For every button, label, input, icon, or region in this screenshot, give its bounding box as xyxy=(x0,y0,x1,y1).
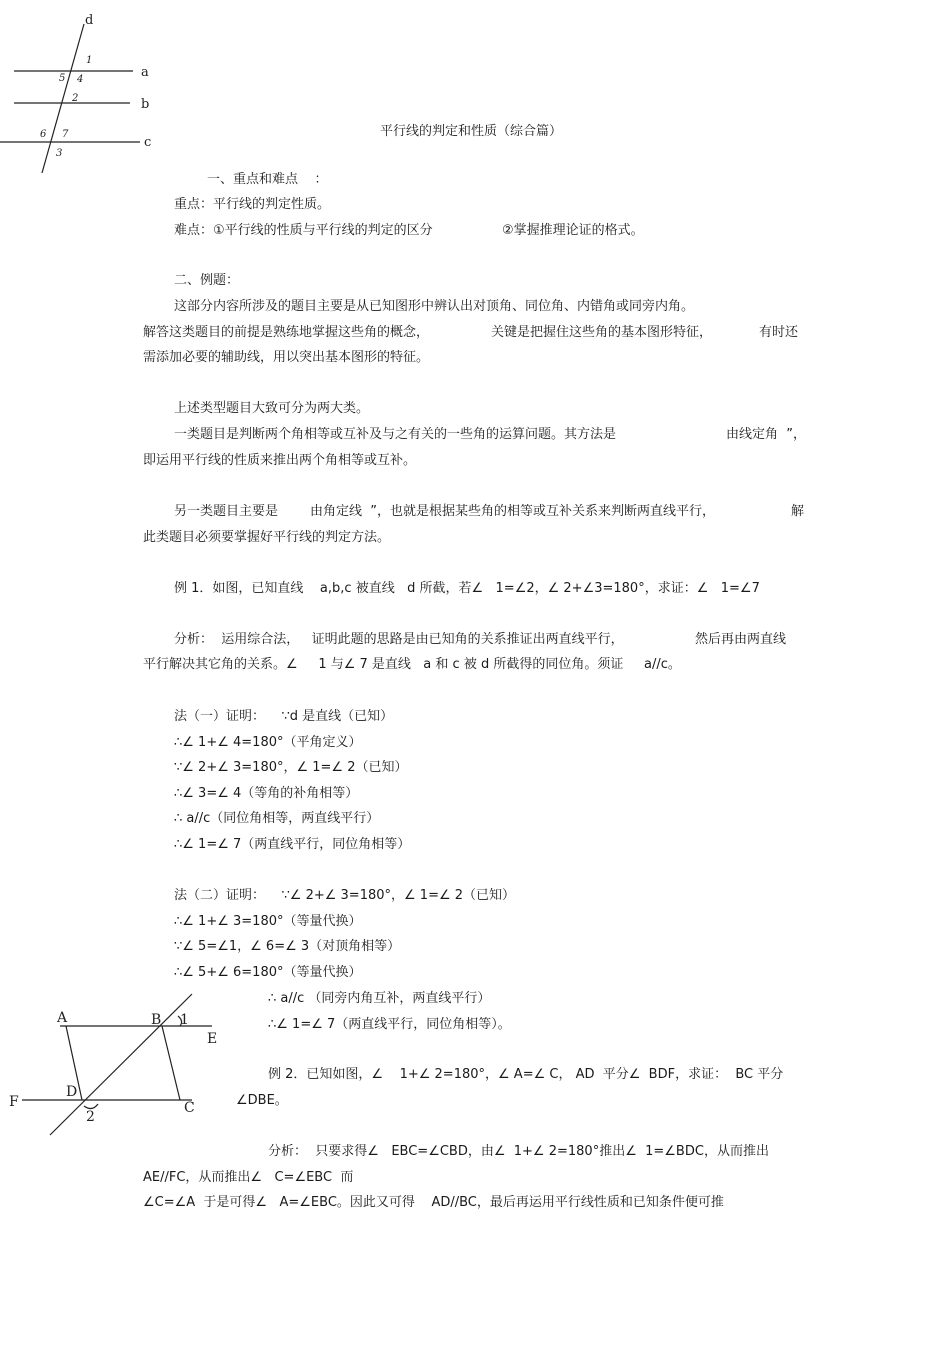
angle-6-label: 6 xyxy=(40,129,47,140)
angle-7-label: 7 xyxy=(62,129,69,140)
para4-line1a: 另一类题目主要是 xyxy=(174,504,279,519)
para1-line3: 需添加必要的辅助线，用以突出基本图形的特征。 xyxy=(143,350,430,365)
label-a: a xyxy=(141,65,149,80)
difficulty-line-a: 难点：①平行线的性质与平行线的判定的区分 xyxy=(174,223,433,238)
para1-line1: 这部分内容所涉及的题目主要是从已知图形中辨认出对顶角、同位角、内错角或同旁内角。 xyxy=(174,299,695,314)
para4-line2: 此类题目必须要掌握好平行线的判定方法。 xyxy=(143,530,391,545)
angle-2-arc xyxy=(84,1104,98,1109)
segment-BC xyxy=(162,1026,180,1100)
point-A-label: A xyxy=(57,1010,68,1026)
angle-4-label: 4 xyxy=(77,74,84,85)
point-D-label: D xyxy=(66,1084,78,1100)
angle-1-label: 1 xyxy=(180,1012,189,1028)
analysis2-line3: ∠C=∠A 于是可得∠ A=∠EBC。因此又可得 AD//BC，最后再运用平行线性质和已知条件便可推 xyxy=(143,1195,724,1210)
method1-line2: ∵∠ 2+∠ 3=180°，∠ 1=∠ 2（已知） xyxy=(174,760,408,775)
angle-3-label: 3 xyxy=(56,148,63,159)
para1-line2b: 关键是把握住这些角的基本图形特征， xyxy=(491,325,713,340)
label-d: d xyxy=(85,13,94,28)
angle-2-label: 2 xyxy=(86,1109,95,1125)
method2-line5: ∴∠ 1=∠ 7（两直线平行，同位角相等）。 xyxy=(268,1017,511,1032)
angle-5-label: 5 xyxy=(59,73,66,84)
para3-line1b: 由线定角 ”， xyxy=(726,427,806,442)
example2-line2: ∠DBE。 xyxy=(236,1093,288,1108)
page-title: 平行线的判定和性质（综合篇） xyxy=(380,124,563,139)
method1-line3: ∴∠ 3=∠ 4（等角的补角相等） xyxy=(174,786,359,801)
analysis2-line1: 分析： 只要求得∠ EBC=∠CBD，由∠ 1+∠ 2=180°推出∠ 1=∠BDC，从而推出 xyxy=(268,1144,769,1159)
quadrilateral-figure xyxy=(0,990,230,1140)
method2-line1: ∴∠ 1+∠ 3=180°（等量代换） xyxy=(174,914,362,929)
point-B-label: B xyxy=(151,1012,162,1028)
para1-line2c: 有时还 xyxy=(759,325,799,340)
method2-line4: ∴ a//c （同旁内角互补，两直线平行） xyxy=(268,991,491,1006)
parallel-lines-figure xyxy=(0,10,170,180)
para3-line1a: 一类题目是判断两个角相等或互补及与之有关的一些角的运算问题。其方法是 xyxy=(174,427,617,442)
point-C-label: C xyxy=(184,1100,195,1116)
method1-line5: ∴∠ 1=∠ 7（两直线平行，同位角相等） xyxy=(174,837,411,852)
analysis1-line2: 平行解决其它角的关系。∠ 1 与∠ 7 是直线 a 和 c 被 d 所截得的同位角。须证 a//c。 xyxy=(143,657,681,672)
key-point-line: 重点：平行线的判定性质。 xyxy=(174,197,331,212)
label-b: b xyxy=(141,97,150,112)
para1-line2a: 解答这类题目的前提是熟练地掌握这些角的概念， xyxy=(143,325,430,340)
method2-line0: 法（二）证明： ∵∠ 2+∠ 3=180°，∠ 1=∠ 2（已知） xyxy=(174,888,516,903)
example1-statement: 例 1．如图，已知直线 a,b,c 被直线 d 所截，若∠ 1=∠2，∠ 2+∠3=180°，求证：∠ 1=∠7 xyxy=(174,581,760,596)
analysis2-line2: AE//FC，从而推出∠ C=∠EBC 而 xyxy=(143,1170,354,1185)
method1-line4: ∴ a//c（同位角相等，两直线平行） xyxy=(174,811,380,826)
label-c: c xyxy=(144,135,152,150)
method2-line3: ∴∠ 5+∠ 6=180°（等量代换） xyxy=(174,965,362,980)
section-two-heading: 二、例题： xyxy=(174,273,240,288)
analysis1-line1a: 分析： 运用综合法， 证明此题的思路是由已知角的关系推证出两直线平行， xyxy=(174,632,624,647)
para4-line1c: 解 xyxy=(791,504,805,519)
angle-2-label: 2 xyxy=(72,93,79,104)
point-E-label: E xyxy=(207,1031,218,1047)
point-F-label: F xyxy=(9,1094,19,1110)
line-DB-extended xyxy=(50,994,192,1135)
section-one-heading: 一、重点和难点 ： xyxy=(207,172,328,187)
para4-line1b: 由角定线 ”，也就是根据某些角的相等或互补关系来判断两直线平行， xyxy=(310,504,715,519)
analysis1-line1b: 然后再由两直线 xyxy=(695,632,787,647)
para2: 上述类型题目大致可分为两大类。 xyxy=(174,401,370,416)
method1-line1: ∴∠ 1+∠ 4=180°（平角定义） xyxy=(174,735,362,750)
difficulty-line-b: ②掌握推理论证的格式。 xyxy=(502,223,644,238)
angle-1-label: 1 xyxy=(86,55,93,66)
example2-line1: 例 2．已知如图，∠ 1+∠ 2=180°，∠ A=∠ C， AD 平分∠ BDF，求证： BC 平分 xyxy=(268,1067,784,1082)
method2-line2: ∵∠ 5=∠1，∠ 6=∠ 3（对顶角相等） xyxy=(174,939,401,954)
method1-line0: 法（一）证明： ∵d 是直线（已知） xyxy=(174,709,394,724)
para3-line2: 即运用平行线的性质来推出两个角相等或互补。 xyxy=(143,453,417,468)
